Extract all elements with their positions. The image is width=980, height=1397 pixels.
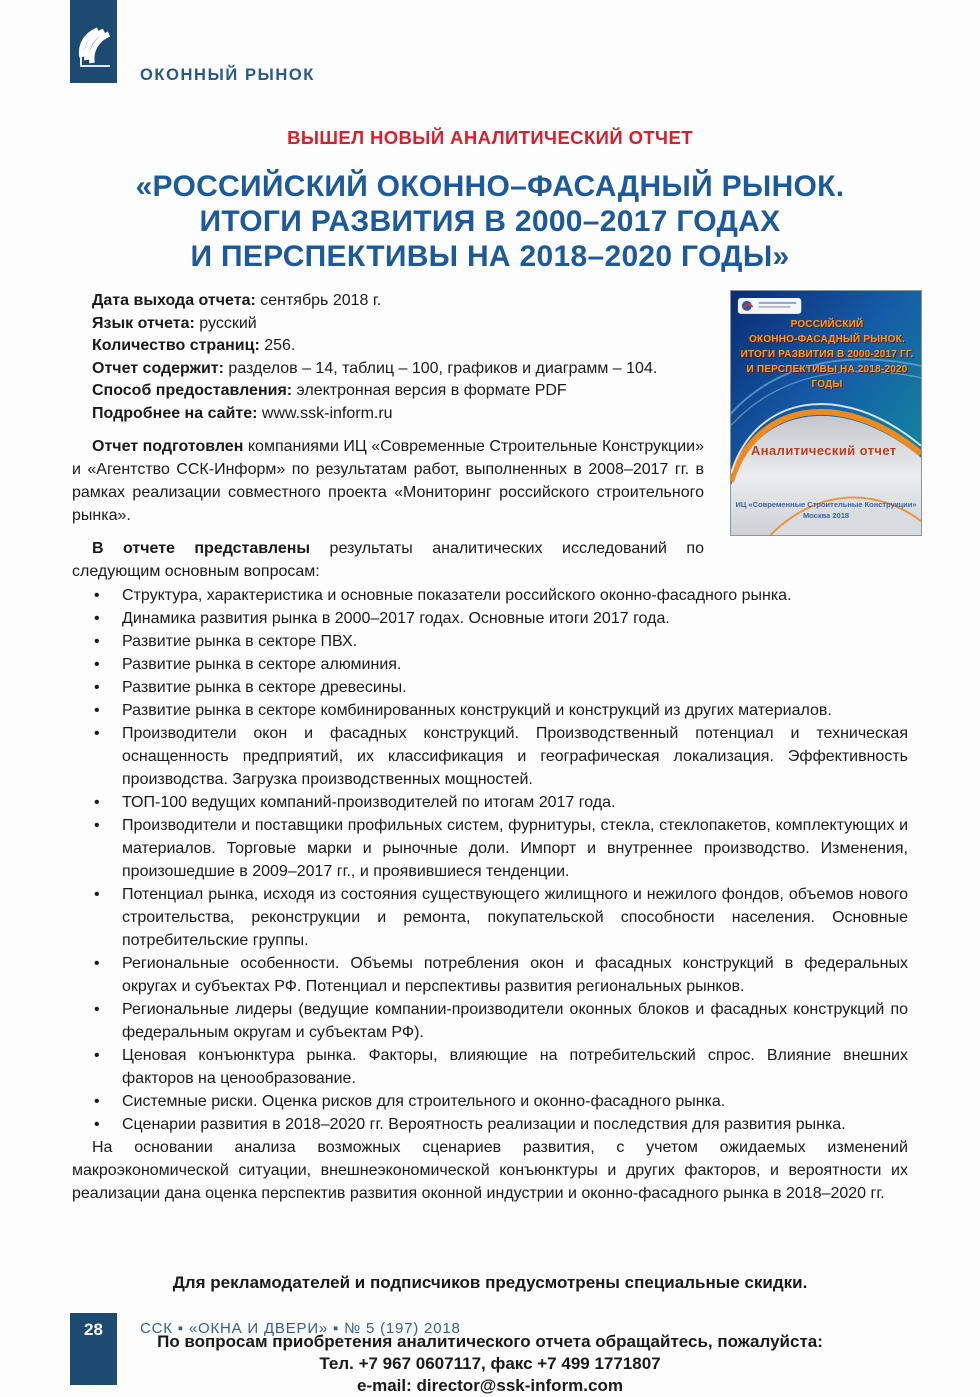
paragraph-lead: Отчет подготовлен [92, 438, 244, 455]
list-item: • Динамика развития рынка в 2000–2017 годах. Основные итоги 2017 года. [72, 607, 908, 630]
paragraph-conclusion: На основании анализа возможных сценариев развития, с учетом ожидаемых изменений макроэкономической ситуации, внешнеэкономической конъюнктуры и других факторов, и вероятности их реализации дана оценка перспектив развития оконной индустрии и оконно-фасадного рынка в 2018–2020 гг. [72, 1139, 908, 1202]
meta-label: Количество страниц: [92, 337, 260, 354]
list-item: • Потенциал рынка, исходя из состояния существующего жилищного и нежилого фондов, объемов нового строительства, реконструкции и ремонта, покупательской способности населения. Основные потребительские группы. [72, 883, 908, 952]
list-item: • Производители окон и фасадных конструкций. Производственный потенциал и техническая оснащенность предприятий, их классификация и географическая локализация. Эффективность производства. Загрузка производственных мощностей. [72, 722, 908, 791]
list-item: • Развитие рынка в секторе древесины. [72, 676, 908, 699]
rubric-title: ОКОННЫЙ РЫНОК [140, 66, 315, 84]
contact-phone: Тел. +7 967 0607117, факс +7 499 1771807 [319, 1354, 661, 1373]
list-item: • Сценарии развития в 2018–2020 гг. Вероятность реализации и последствия для развития рынка. [72, 1113, 908, 1136]
meta-value: сентябрь 2018 г. [255, 292, 382, 309]
meta-label: Подробнее на сайте: [92, 404, 258, 422]
topics-list [72, 584, 908, 1136]
list-item: • Развитие рынка в секторе комбинированных конструкций и конструкций из других материалов. [72, 699, 908, 722]
paragraph-lead: В отчете представлены [92, 540, 311, 557]
list-item: • Структура, характеристика и основные показатели российского оконно-фасадного рынка. [72, 584, 908, 607]
paragraph-report-presents: В отчете представлены результаты аналитических исследований по следующим основным вопросам: [72, 540, 704, 580]
report-cover-image [730, 290, 922, 536]
meta-label: Дата выхода отчета: [92, 292, 256, 309]
list-item: • Развитие рынка в секторе алюминия. [72, 653, 908, 676]
report-title-line3: И ПЕРСПЕКТИВЫ НА 2018–2020 ГОДЫ» [190, 240, 790, 273]
report-title [72, 169, 908, 274]
list-item: • Региональные особенности. Объемы потребления окон и фасадных конструкций в федеральных округах и субъектах РФ. Потенциал и перспективы развития региональных рынков. [72, 952, 908, 998]
article-body [72, 0, 917, 1397]
promo-line: Для рекламодателей и подписчиков предусмотрены специальные скидки. [172, 1273, 808, 1292]
paragraph-prepared-by: Отчет подготовлен компаниями ИЦ «Современные Строительные Конструкции» и «Агентство ССК-Информ» по результатам работ, выполненных в 2008–2017 гг. в рамках реализации совместного проекта «Мониторинг российского строительного рынка». [72, 438, 704, 524]
contact-email: e-mail: director@ssk-inform.com [357, 1376, 623, 1395]
list-item: • Системные риски. Оценка рисков для строительного и оконно-фасадного рынка. [72, 1090, 908, 1113]
list-item: • ТОП-100 ведущих компаний-производителей по итогам 2017 года. [72, 791, 908, 814]
list-item: • Развитие рынка в секторе ПВХ. [72, 630, 908, 653]
list-item: • Региональные лидеры (ведущие компании-производители оконных блоков и фасадных конструкций по федеральным округам и субъектам РФ). [72, 998, 908, 1044]
meta-value: электронная версия в формате PDF [292, 382, 567, 399]
meta-value: 256. [259, 337, 296, 354]
list-item: • Производители и поставщики профильных систем, фурнитуры, стекла, стеклопакетов, комплектующих и материалов. Торговые марки и рыночные доли. Импорт и внутреннее производство. Изменения, произошедшие в 2009–2017 гг., и проявившиеся тенденции. [72, 814, 908, 883]
meta-value: www.ssk-inform.ru [257, 404, 393, 422]
cover-subtitle: Аналитический отчет [751, 443, 897, 458]
cover-mini-logo-icon [738, 298, 801, 314]
announcement-line: ВЫШЕЛ НОВЫЙ АНАЛИТИЧЕСКИЙ ОТЧЕТ [287, 127, 693, 148]
cover-publisher: ИЦ «Современные Строительные Конструкции» Москва 2018 [735, 500, 917, 520]
contact-intro: По вопросам приобретения аналитического отчета обращайтесь, пожалуйста: [157, 1332, 823, 1351]
meta-label: Язык отчета: [92, 314, 195, 332]
page-number-badge: 28 [70, 1313, 117, 1385]
cover-title: РОССИЙСКИЙ ОКОННО-ФАСАДНЫЙ РЫНОК. ИТОГИ РАЗВИТИЯ В 2000-2017 ГГ. И ПЕРСПЕКТИВЫ НА 2018-2020 ГОДЫ [740, 319, 914, 390]
meta-value: разделов – 14, таблиц – 100, графиков и диаграмм – 104. [223, 359, 658, 377]
report-title-line1: «РОССИЙСКИЙ ОКОННО–ФАСАДНЫЙ РЫНОК. [135, 170, 845, 203]
contact-block [72, 1331, 908, 1397]
meta-value: русский [194, 314, 257, 332]
issue-info: ССК ▪ «ОКНА И ДВЕРИ» ▪ № 5 (197) 2018 [140, 1320, 461, 1337]
report-title-line2: ИТОГИ РАЗВИТИЯ В 2000–2017 ГОДАХ [199, 205, 781, 238]
meta-label: Отчет содержит: [92, 359, 224, 377]
meta-label: Способ предоставления: [92, 382, 293, 399]
list-item: • Ценовая конъюнктура рынка. Факторы, влияющие на потребительский спрос. Влияние внешних факторов на ценообразование. [72, 1044, 908, 1090]
